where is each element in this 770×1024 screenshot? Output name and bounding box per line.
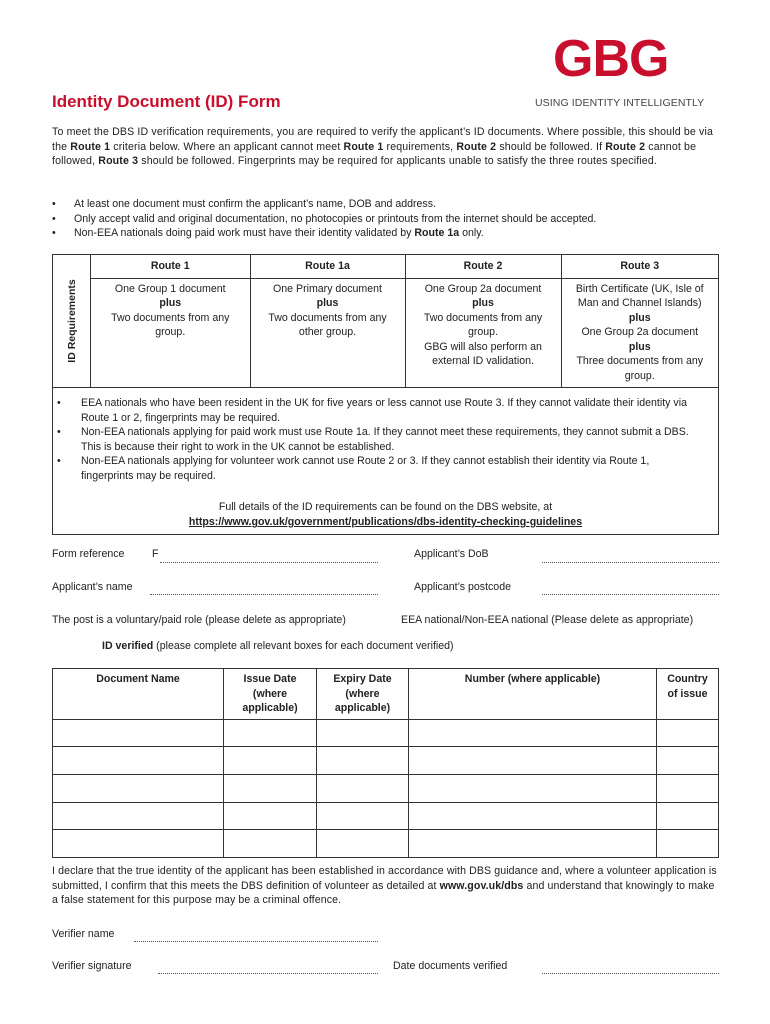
id-requirements-box: [52, 254, 719, 535]
table-cell[interactable]: [53, 747, 224, 775]
routes-table: [91, 255, 718, 388]
table-cell[interactable]: [657, 830, 719, 858]
table-cell[interactable]: [409, 719, 657, 747]
table-cell[interactable]: [657, 774, 719, 802]
applicant-name-field[interactable]: [150, 585, 378, 595]
route1a-cell: One Primary document plus Two documents from any other group.: [250, 278, 405, 388]
page-title: Identity Document (ID) Form: [52, 92, 281, 111]
table-row: [53, 830, 719, 858]
table-cell[interactable]: [224, 719, 317, 747]
verifier-signature-field[interactable]: [158, 964, 378, 974]
table-cell[interactable]: [53, 719, 224, 747]
date-verified-label: Date documents verified: [393, 960, 508, 972]
table-cell[interactable]: [317, 747, 409, 775]
form-reference-value: F: [152, 548, 159, 560]
table-header: Country of issue: [657, 669, 719, 720]
form-reference-label: Form reference: [52, 548, 125, 560]
table-cell[interactable]: [224, 830, 317, 858]
dbs-link[interactable]: www.gov.uk/dbs: [439, 879, 524, 892]
applicant-postcode-field[interactable]: [542, 585, 719, 595]
table-header: Expiry Date (where applicable): [317, 669, 409, 720]
table-header: Issue Date (where applicable): [224, 669, 317, 720]
applicant-postcode-label: Applicant’s postcode: [414, 581, 511, 593]
form-reference-field[interactable]: [160, 553, 378, 563]
post-role-field[interactable]: The post is a voluntary/paid role (please delete as appropriate): [52, 614, 346, 626]
verifier-signature-label: Verifier signature: [52, 960, 132, 972]
table-cell[interactable]: [657, 719, 719, 747]
list-item: • Non-EEA nationals doing paid work must have their identity validated by Route 1a only.: [52, 226, 722, 241]
route3-cell: Birth Certificate (UK, Isle of Man and Channel Islands) plus One Group 2a document plus Three documents from any group.: [561, 278, 718, 388]
logo-tagline: USING IDENTITY INTELLIGENTLY: [535, 97, 705, 109]
table-cell[interactable]: [409, 747, 657, 775]
declaration-text: I declare that the true identity of the applicant has been established in accordance with DBS guidance and, where a volunteer application is submitted, I confirm that this meets the DBS definition of volunteer as detailed at www.gov.uk/dbs and understand that knowingly to make a false statement for this purpose may be a criminal offence.: [52, 865, 717, 907]
table-cell[interactable]: [53, 830, 224, 858]
applicant-dob-label: Applicant’s DoB: [414, 548, 489, 560]
applicant-dob-field[interactable]: [542, 553, 719, 563]
table-cell[interactable]: [53, 802, 224, 830]
table-cell[interactable]: [317, 830, 409, 858]
table-cell[interactable]: [224, 802, 317, 830]
table-cell[interactable]: [224, 747, 317, 775]
table-cell[interactable]: [317, 802, 409, 830]
table-header: Number (where applicable): [409, 669, 657, 720]
gbg-logo: GBG: [553, 30, 669, 88]
route-header: Route 1: [91, 255, 250, 278]
table-row: [53, 774, 719, 802]
instruction-list: [52, 197, 722, 241]
table-row: [53, 802, 719, 830]
date-verified-field[interactable]: [542, 964, 719, 974]
table-header: Document Name: [53, 669, 224, 720]
applicant-name-label: Applicant’s name: [52, 581, 133, 593]
table-cell[interactable]: [657, 747, 719, 775]
list-item: • Non-EEA nationals applying for paid work must use Route 1a. If they cannot meet these requirements, they cannot submit a DBS. This is because their right to work in the UK cannot be established.: [57, 425, 697, 454]
table-cell[interactable]: [224, 774, 317, 802]
list-item: • At least one document must confirm the applicant’s name, DOB and address.: [52, 197, 722, 212]
table-cell[interactable]: [53, 774, 224, 802]
table-cell[interactable]: [657, 802, 719, 830]
table-cell[interactable]: [409, 774, 657, 802]
route-header: Route 1a: [250, 255, 405, 278]
verifier-name-field[interactable]: [134, 932, 378, 942]
table-cell[interactable]: [317, 774, 409, 802]
dbs-guidelines-link[interactable]: https://www.gov.uk/government/publications/dbs-identity-checking-guidelines: [188, 516, 583, 528]
table-cell[interactable]: [317, 719, 409, 747]
route2-cell: One Group 2a document plus Two documents from any group. GBG will also perform an external ID validation.: [405, 278, 561, 388]
list-item: • EEA nationals who have been resident in the UK for five years or less cannot use Route 3. If they cannot validate their identity via Route 1 or 2, fingerprints may be required.: [57, 396, 697, 425]
list-item: • Non-EEA nationals applying for volunteer work cannot use Route 2 or 3. If they cannot establish their identity via Route 1, fingerprints may be required.: [57, 454, 697, 483]
verifier-name-label: Verifier name: [52, 928, 115, 940]
route-header: Route 3: [561, 255, 718, 278]
id-requirements-side-label: ID Requirements: [53, 255, 91, 388]
full-details-text: Full details of the ID requirements can be found on the DBS website, at https://www.gov.uk/government/publications/dbs-identity-checking-guidelines: [53, 500, 718, 530]
table-cell[interactable]: [409, 802, 657, 830]
route1-cell: One Group 1 document plus Two documents from any group.: [91, 278, 250, 388]
intro-paragraph: To meet the DBS ID verification requirements, you are required to verify the applicant’s ID documents. Where possible, this should be via the Route 1 criteria below. Where an applicant cannot meet Route 1 requirements, Route 2 should be followed. If Route 2 cannot be followed, Route 3 should be followed. Fingerprints may be required for applicants unable to satisfy the three routes specified.: [52, 126, 713, 168]
list-item: • Only accept valid and original documentation, no photocopies or printouts from the internet should be accepted.: [52, 212, 722, 227]
documents-table: [52, 668, 719, 858]
table-cell[interactable]: [409, 830, 657, 858]
id-verified-heading: ID verified (please complete all relevant boxes for each document verified): [102, 640, 454, 652]
requirements-notes: [57, 396, 697, 484]
route-header: Route 2: [405, 255, 561, 278]
nationality-field[interactable]: EEA national/Non-EEA national (Please delete as appropriate): [401, 614, 694, 626]
table-row: [53, 747, 719, 775]
table-row: [53, 719, 719, 747]
